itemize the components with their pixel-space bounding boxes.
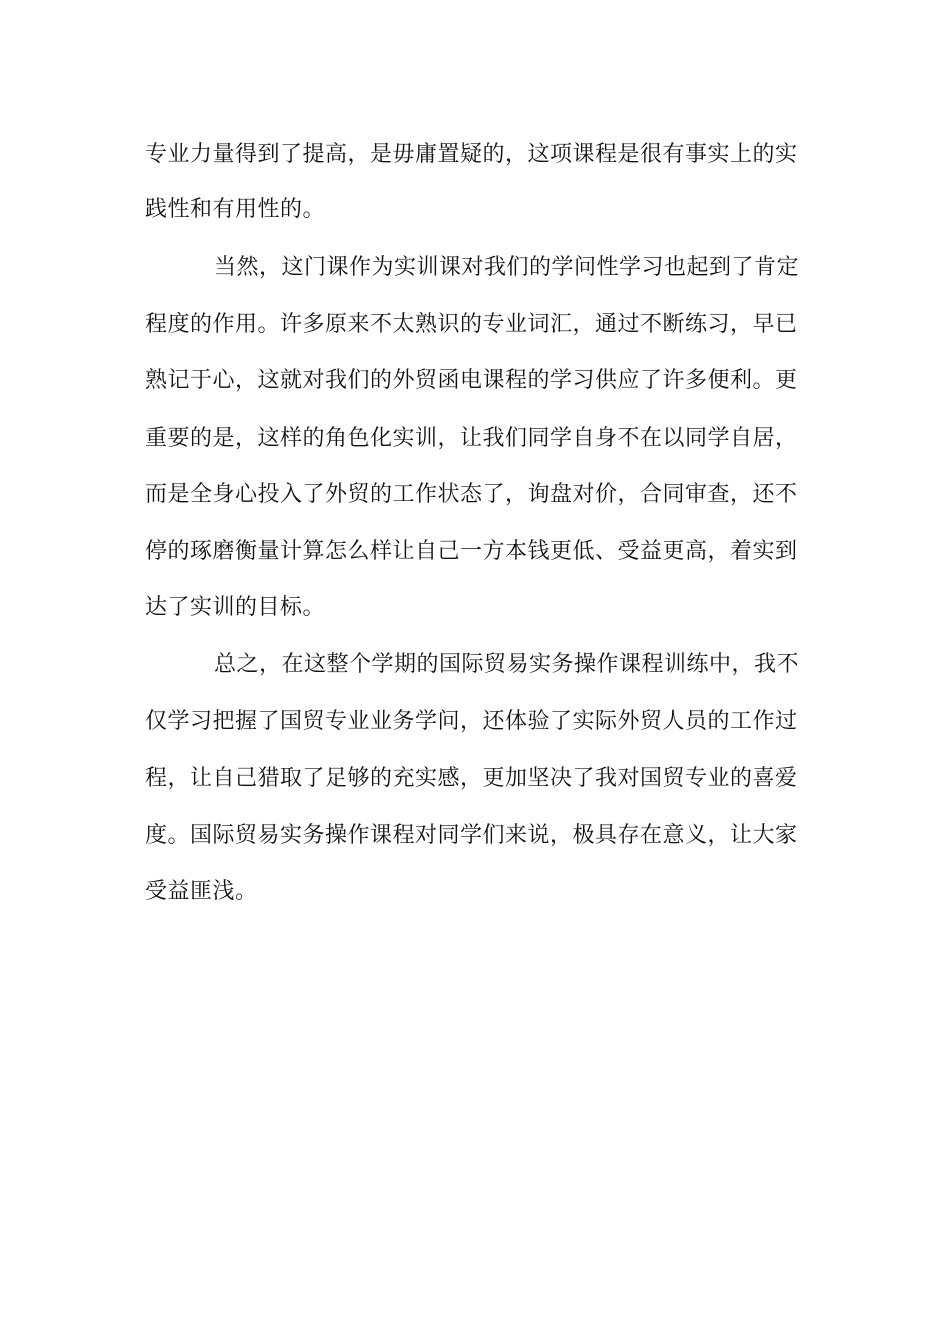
text-line: 熟记于心，这就对我们的外贸函电课程的学习供应了许多便利。更 [145, 368, 798, 393]
text-line: 停的琢磨衡量计算怎么样让自己一方本钱更低、受益更高，着实到 [145, 539, 798, 564]
text-line: 而是全身心投入了外贸的工作状态了，询盘对价，合同审查，还不 [145, 482, 798, 507]
paragraph-start-line: 总之，在这整个学期的国际贸易实务操作课程训练中，我不 [214, 652, 800, 677]
text-line: 度。国际贸易实务操作课程对同学们来说，极具存在意义，让大家 [145, 823, 798, 848]
text-line: 受益匪浅。 [145, 879, 258, 904]
text-line: 程，让自己猎取了足够的充实感，更加坚决了我对国贸专业的喜爱 [145, 766, 798, 791]
text-line: 仅学习把握了国贸专业业务学问，还体验了实际外贸人员的工作过 [145, 709, 798, 734]
text-line: 达了实训的目标。 [145, 595, 326, 620]
text-line: 重要的是，这样的角色化实训，让我们同学自身不在以同学自居， [145, 426, 798, 451]
text-line: 程度的作用。许多原来不太熟识的专业词汇，通过不断练习，早已 [145, 312, 798, 337]
text-line: 践性和有用性的。 [145, 197, 326, 222]
text-line: 专业力量得到了提高，是毋庸置疑的，这项课程是很有事实上的实 [145, 142, 798, 167]
paragraph-start-line: 当然，这门课作为实训课对我们的学问性学习也起到了肯定 [214, 255, 800, 280]
